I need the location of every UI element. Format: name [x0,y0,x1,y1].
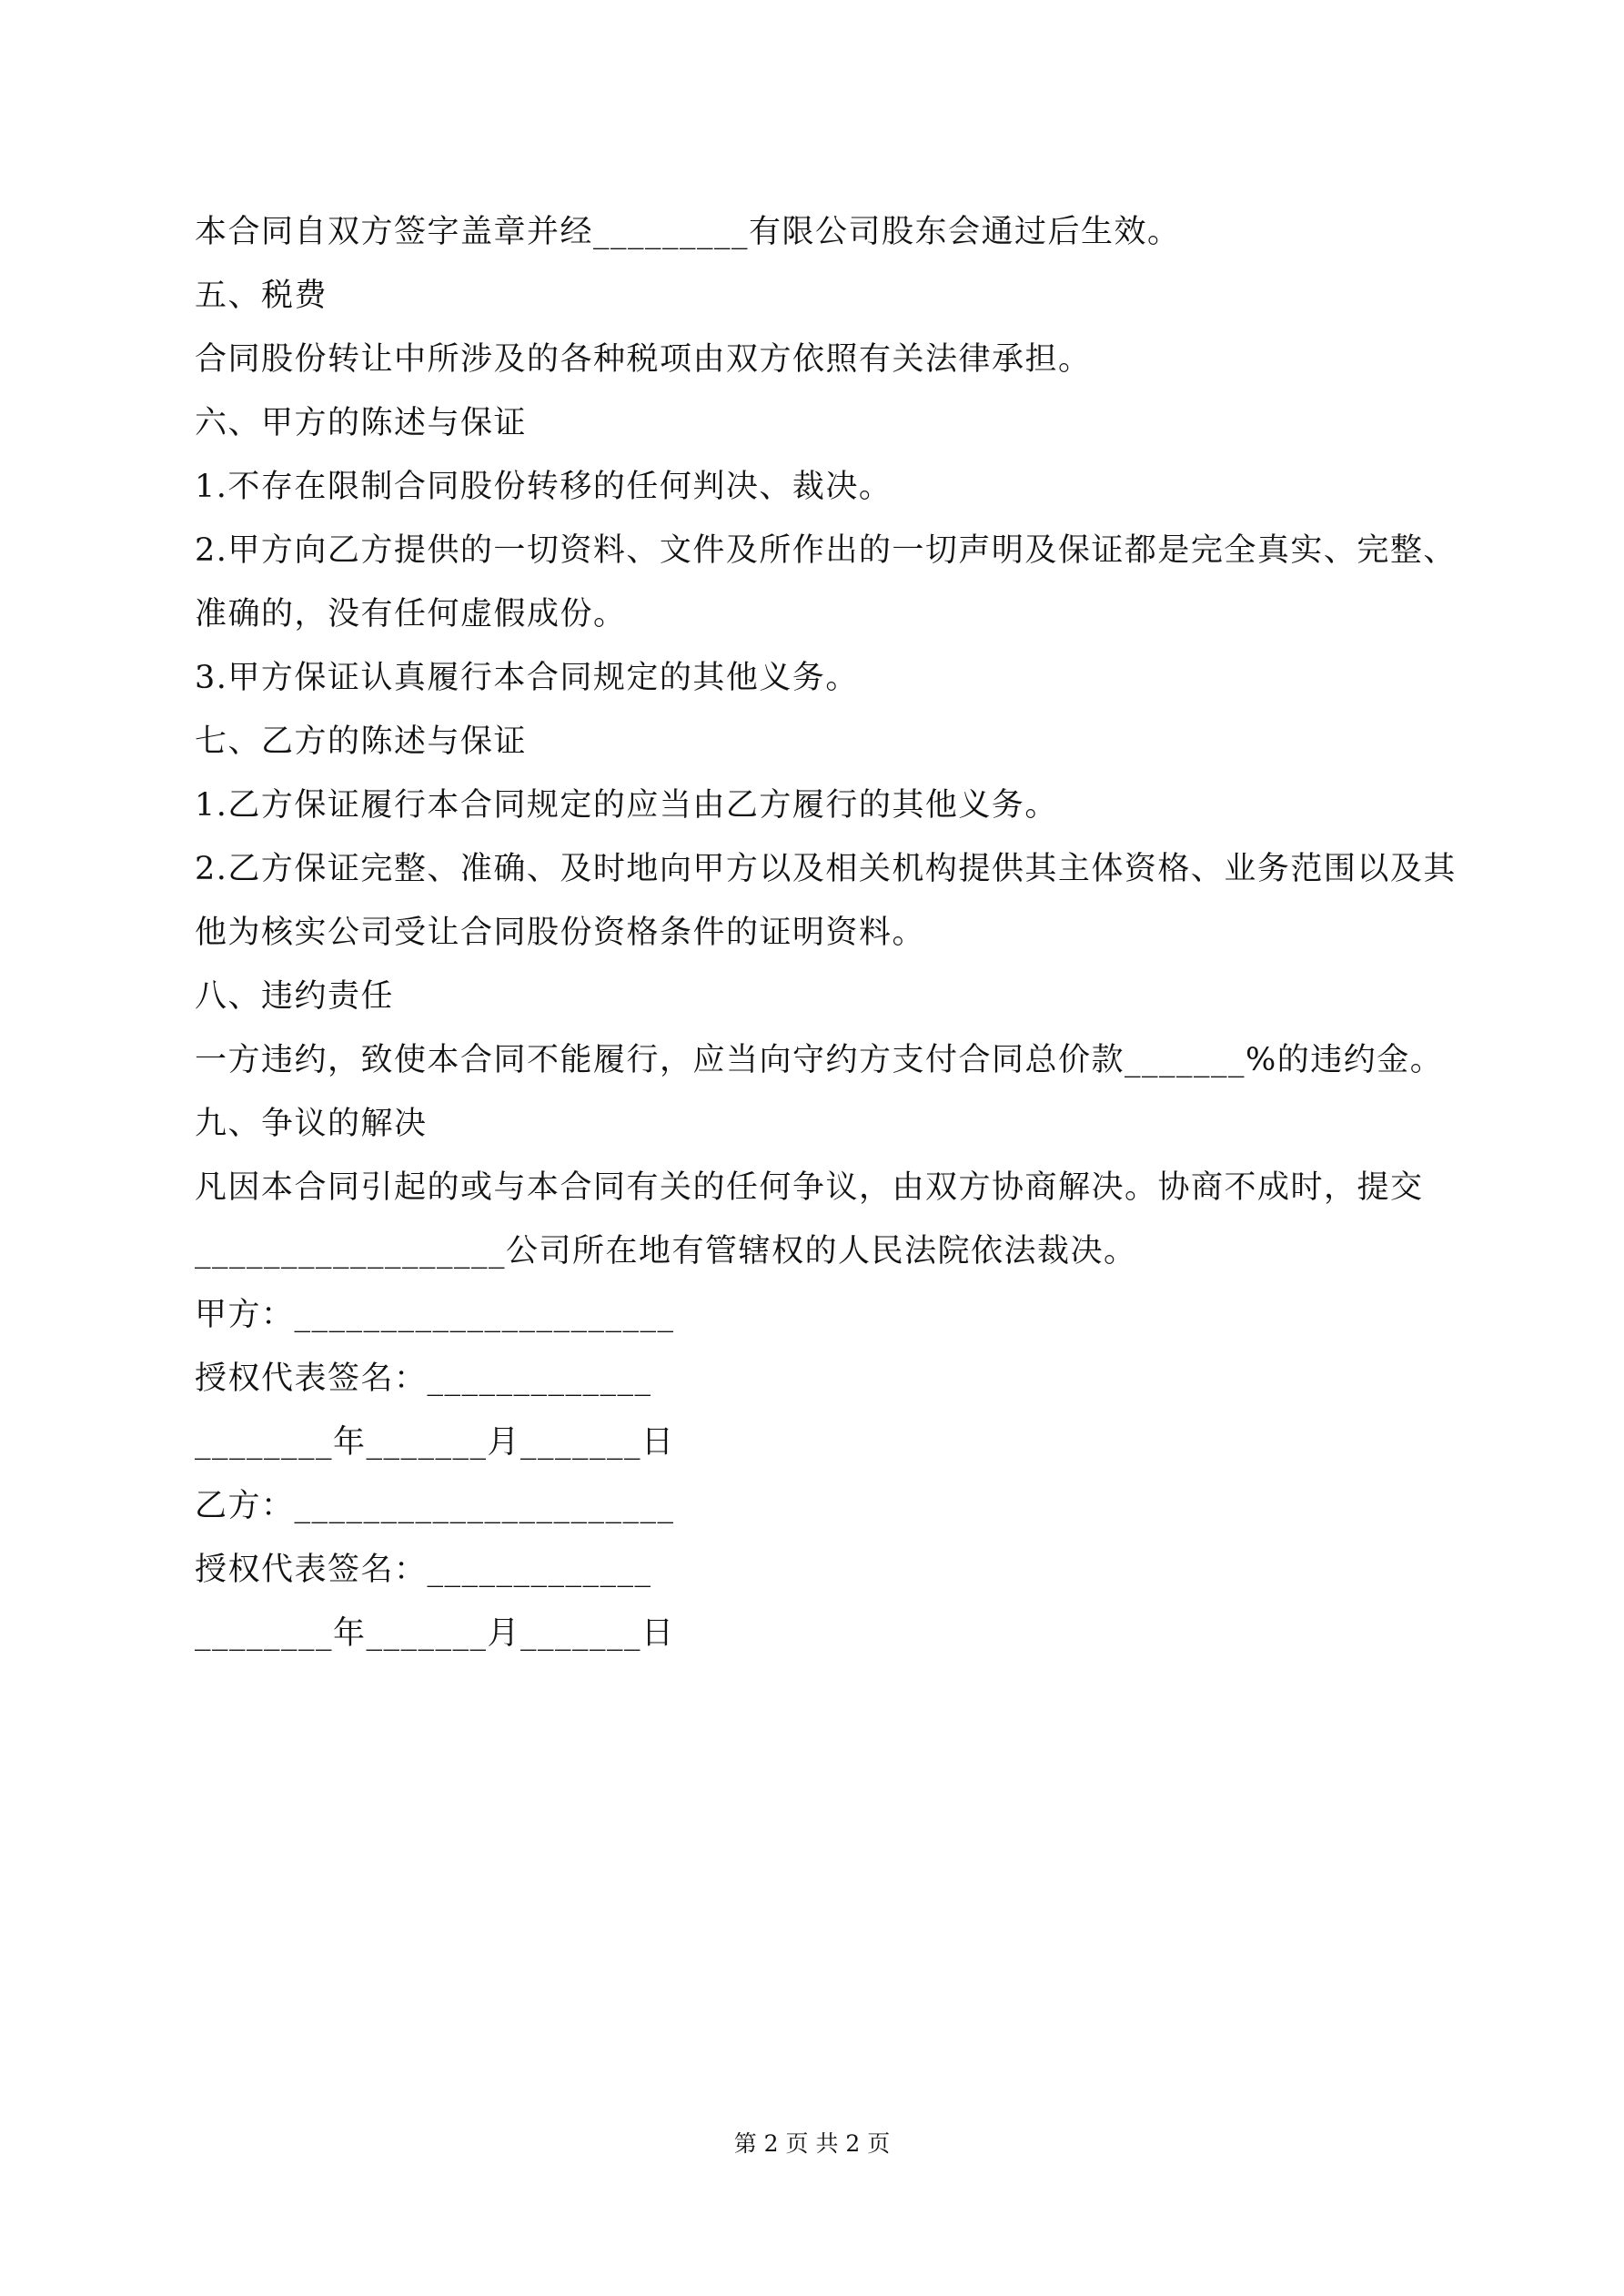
document-body [195,200,1468,1665]
section-heading-party-a-warranties: 六、甲方的陈述与保证 [195,405,528,441]
dispute-clause: 凡因本合同引起的或与本合同有关的任何争议，由双方协商解决。协商不成时，提交 [195,1169,1424,1206]
party-b-warranty-2-continued: 他为核实公司受让合同股份资格条件的证明资料。 [195,915,926,951]
section-heading-party-b-warranties: 七、乙方的陈述与保证 [195,723,528,760]
party-a-warranty-3: 3.甲方保证认真履行本合同规定的其他义务。 [195,660,859,696]
party-b-warranty-1: 1.乙方保证履行本合同规定的应当由乙方履行的其他义务。 [195,787,1058,824]
party-b-representative-signature: 授权代表签名：_____________ [195,1552,652,1588]
party-b-date-line: ________年_______月_______日 [195,1615,675,1652]
breach-clause: 一方违约，致使本合同不能履行，应当向守约方支付合同总价款_______%的违约金。 [195,1042,1444,1078]
party-a-representative-signature: 授权代表签名：_____________ [195,1360,652,1397]
taxes-clause: 合同股份转让中所涉及的各种税项由双方依照有关法律承担。 [195,341,1092,378]
party-a-warranty-2-continued: 准确的，没有任何虚假成份。 [195,596,627,632]
effective-clause: 本合同自双方签字盖章并经_________有限公司股东会通过后生效。 [195,214,1181,250]
party-b-warranty-2: 2.乙方保证完整、准确、及时地向甲方以及相关机构提供其主体资格、业务范围以及其 [195,851,1457,887]
party-a-date-line: ________年_______月_______日 [195,1424,675,1461]
page-number-footer: 第 2 页 共 2 页 [733,2130,891,2157]
section-heading-dispute: 九、争议的解决 [195,1106,428,1142]
party-a-warranty-2: 2.甲方向乙方提供的一切资料、文件及所作出的一切声明及保证都是完全真实、完整、 [195,532,1457,569]
section-heading-breach: 八、违约责任 [195,978,395,1015]
section-heading-taxes: 五、税费 [195,278,328,314]
party-b-signature-line: 乙方：______________________ [195,1488,675,1524]
party-a-warranty-1: 1.不存在限制合同股份转移的任何判决、裁决。 [195,469,893,505]
party-a-signature-line: 甲方：______________________ [195,1297,675,1333]
dispute-clause-continued: __________________公司所在地有管辖权的人民法院依法裁决。 [195,1233,1137,1269]
